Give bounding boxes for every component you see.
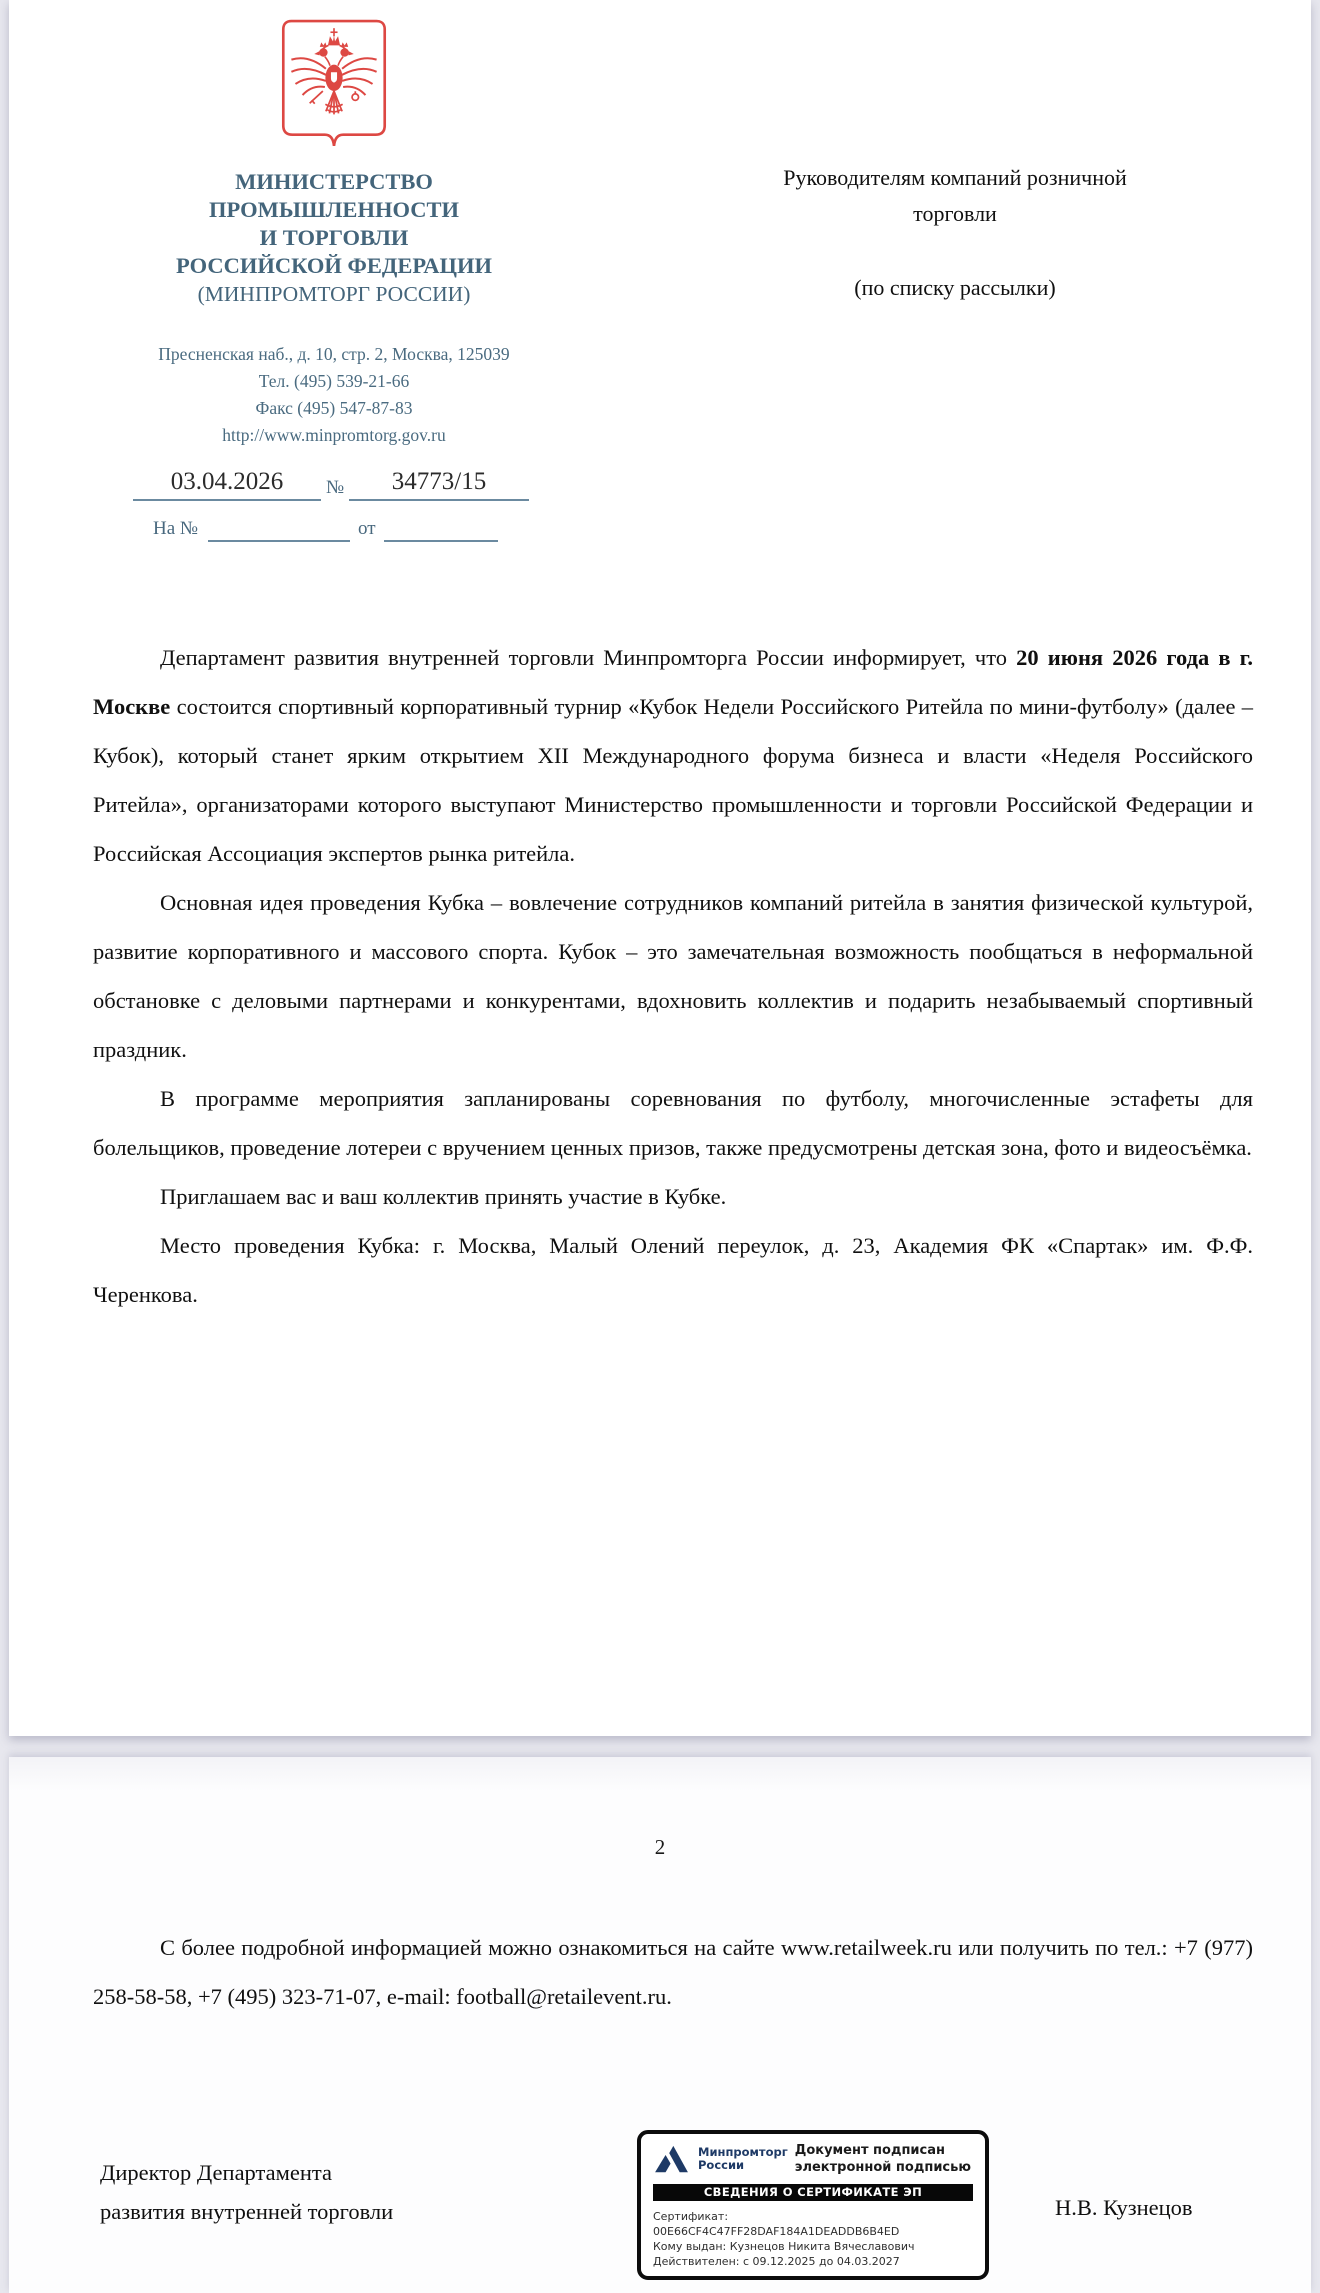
ministry-name (104, 168, 564, 308)
paragraph-1-text: состоится спортивный корпоративный турнир «Кубок Недели Российского Ритейла по мини-футболу» (далее – Кубок), который станет ярким открытием XII Международного форума бизнеса и власти «Неделя Российского Ритейла», организаторами которого выступают Министерство промышленности и торговли Российской Федерации и Российская Ассоциация экспертов рынка ритейла. (93, 694, 1253, 866)
stamp-certificate-details (653, 2209, 973, 2269)
reference-row (153, 510, 533, 542)
paragraph-2: Основная идея проведения Кубка – вовлечение сотрудников компаний ритейла в занятия физической культурой, развитие корпоративного и массового спорта. Кубок – это замечательная возможность пообщаться в неформальной обстановке с деловыми партнерами и конкурентами, вдохновить коллектив и подарить незабываемый спортивный праздник. (93, 890, 1253, 1062)
letter-page-2 (9, 1757, 1311, 2293)
signature-position-line: развития внутренней торговли (100, 2199, 394, 2224)
dispatch-note: (по списку рассылки) (854, 275, 1056, 300)
minpromtorg-logo-icon (653, 2144, 690, 2175)
ref-label: На № (153, 518, 199, 539)
coat-of-arms-icon (278, 16, 390, 158)
ministry-short-name: (МИНПРОМТОРГ РОССИИ) (197, 282, 471, 306)
ministry-address: Пресненская наб., д. 10, стр. 2, Москва, 125039 (158, 344, 510, 364)
ref-date-blank (384, 514, 498, 542)
stamp-certificate-bar: СВЕДЕНИЯ О СЕРТИФИКАТЕ ЭП (653, 2184, 973, 2201)
ref-from-label: от (358, 518, 376, 539)
recipient-block (745, 160, 1165, 306)
stamp-brand-line: России (698, 2158, 745, 2172)
stamp-signed-text (795, 2142, 971, 2176)
signature-position (100, 2153, 460, 2231)
letter-body-page2 (93, 1923, 1253, 2021)
paragraph-5: Место проведения Кубка: г. Москва, Малый Олений переулок, д. 23, Академия ФК «Спартак» им. Ф.Ф. Черенкова. (93, 1233, 1253, 1307)
recipient-addressee: Руководителям компаний розничной торговли (783, 165, 1127, 226)
doc-date: 03.04.2026 (133, 468, 321, 501)
signature-name: Н.В. Кузнецов (1055, 2195, 1193, 2220)
stamp-brand (698, 2146, 788, 2172)
stamp-cert-validity: Действителен: с 09.12.2025 до 04.03.2027 (653, 2255, 900, 2268)
paragraph-1 (93, 633, 1253, 878)
stamp-cert-owner: Кому выдан: Кузнецов Никита Вячеславович (653, 2240, 915, 2253)
stamp-signed-line: электронной подписью (794, 2160, 971, 2175)
paragraph-1-text: Департамент развития внутренней торговли Минпромторга России информирует, что (160, 645, 1017, 670)
esign-stamp (637, 2130, 989, 2280)
ministry-name-line: МИНИСТЕРСТВО (235, 169, 433, 194)
stamp-signed-line: Документ подписан (794, 2143, 946, 2158)
number-sign: № (326, 477, 345, 498)
ref-number-blank (208, 514, 350, 542)
paragraph-1-bold-date: 20 июня 2026 года в г. Москве (93, 645, 1253, 719)
ministry-name-line: И ТОРГОВЛИ (259, 225, 409, 250)
doc-number: 34773/15 (349, 468, 529, 501)
ministry-name-line: РОССИЙСКОЙ ФЕДЕРАЦИИ (176, 253, 492, 278)
stamp-cert-number: Сертификат: 00E66CF4C47FF28DAF184A1DEADDB6B4ED (653, 2210, 900, 2238)
ministry-website: http://www.minpromtorg.gov.ru (222, 425, 446, 445)
ministry-fax: Факс (495) 547-87-83 (255, 398, 413, 418)
paragraph-3: В программе мероприятия запланированы соревнования по футболу, многочисленные эстафеты для болельщиков, проведение лотереи с вручением ценных призов, также предусмотрены детская зона, фото и видеосъёмка. (93, 1086, 1253, 1160)
paragraph-4: Приглашаем вас и ваш коллектив принять участие в Кубке. (160, 1184, 727, 1209)
letter-body (93, 633, 1253, 1319)
stamp-brand-line: Минпромторг (698, 2145, 788, 2159)
signature-position-line: Директор Департамента (100, 2160, 332, 2185)
stamp-header (653, 2142, 973, 2176)
ministry-phone: Тел. (495) 539-21-66 (258, 371, 410, 391)
page-number: 2 (654, 1835, 666, 1859)
letter-page-1 (9, 0, 1311, 1736)
ministry-contacts (104, 341, 564, 449)
ministry-name-line: ПРОМЫШЛЕННОСТИ (209, 197, 459, 222)
paragraph-info: С более подробной информацией можно ознакомиться на сайте www.retailweek.ru или получить по тел.: +7 (977) 258-58-58, +7 (495) 323-71-07, e-mail: football@retailevent.ru. (93, 1935, 1253, 2009)
